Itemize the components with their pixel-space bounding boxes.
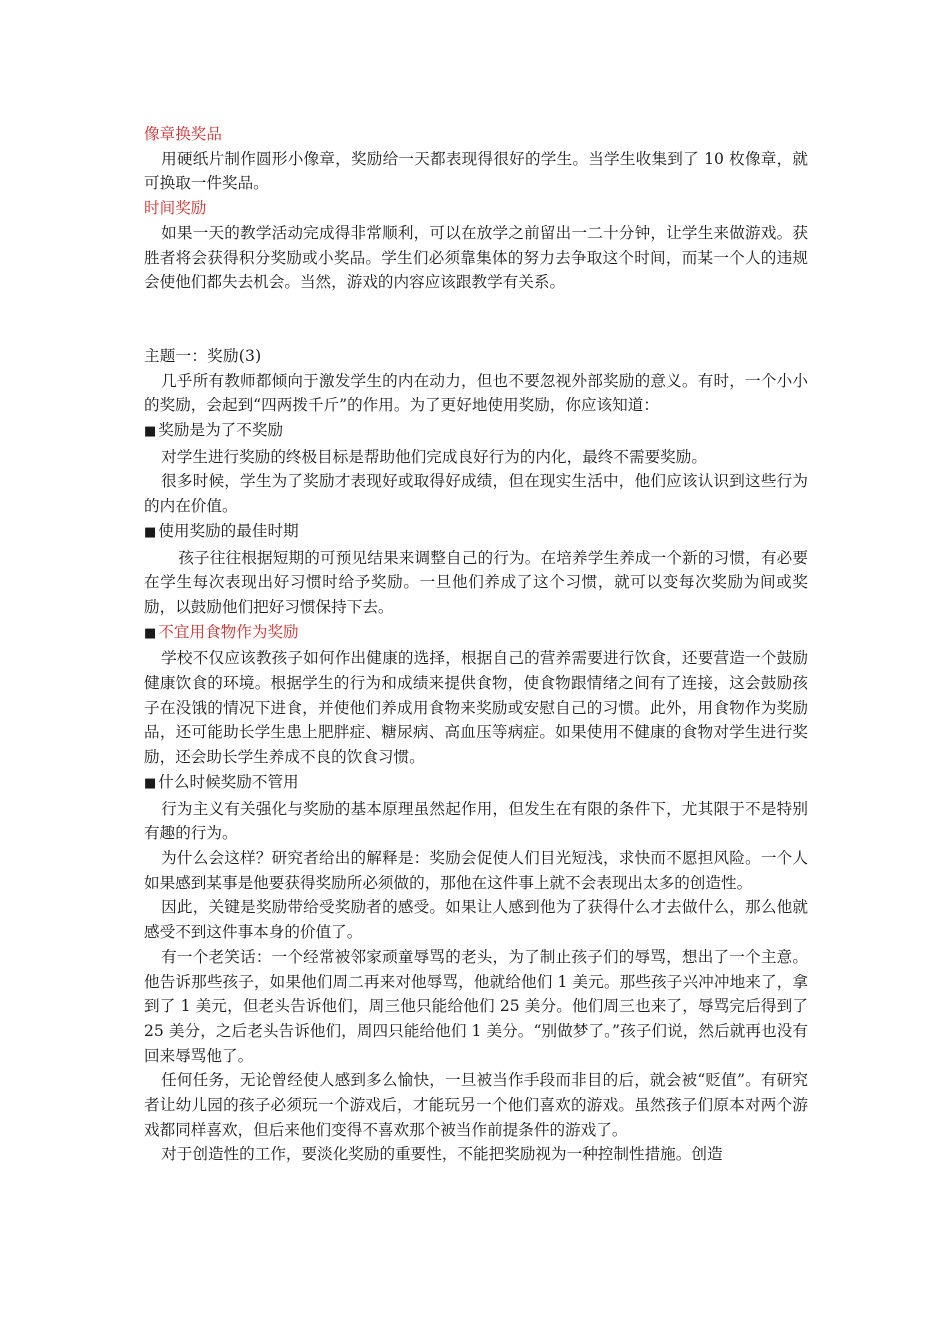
bullet-square-icon: ■ bbox=[144, 524, 157, 540]
point-paragraph: 很多时候，学生为了奖励才表现好或取得好成绩，但在现实生活中，他们应该认识到这些行为的内在价值。 bbox=[144, 472, 808, 516]
section-body-badge-reward: 用硬纸片制作圆形小像章，奖励给一天都表现得很好的学生。当学生收集到了 10 枚像章，就可换取一件奖品。 bbox=[144, 149, 808, 193]
point-paragraph: 对于创造性的工作，要淡化奖励的重要性，不能把奖励视为一种控制性措施。创造 bbox=[161, 1145, 723, 1164]
point-paragraph: 行为主义有关强化与奖励的基本原理虽然起作用，但发生在有限的条件下，尤其限于不是特别有趣的行为。 bbox=[144, 799, 808, 843]
section-heading-time-reward: 时间奖励 bbox=[144, 199, 207, 218]
bullet-square-icon: ■ bbox=[144, 424, 157, 440]
point-paragraph: 因此，关键是奖励带给受奖励者的感受。如果让人感到他为了获得什么才去做什么，那么他就感受不到这件事本身的价值了。 bbox=[144, 898, 808, 942]
point-heading-4 bbox=[144, 770, 808, 797]
point-paragraph: 对学生进行奖励的终极目标是帮助他们完成良好行为的内化，最终不需要奖励。 bbox=[161, 447, 707, 466]
bullet-square-icon: ■ bbox=[144, 775, 157, 791]
spacer bbox=[144, 295, 808, 344]
point-heading-3 bbox=[144, 620, 808, 647]
point-paragraph: 为什么会这样？研究者给出的解释是：奖励会促使人们目光短浅，求快而不愿担风险。一个人如果感到某事是他要获得奖励所必须做的，那他在这件事上就不会表现出太多的创造性。 bbox=[144, 848, 808, 892]
point-heading-1 bbox=[144, 418, 808, 445]
document-page bbox=[144, 122, 808, 1167]
section-heading-badge-reward: 像章换奖品 bbox=[144, 125, 222, 143]
point-paragraph: 有一个老笑话：一个经常被邻家顽童辱骂的老头，为了制止孩子们的辱骂，想出了一个主意。他告诉那些孩子，如果他们周二再来对他辱骂，他就给他们 1 美元。那些孩子兴冲冲地来了，拿到了 1 美元，但老头告诉他们，周三他只能给他们 25 美分。他们周三也来了，辱骂完后得到了 25 美分，之后老头告诉他们，周四只能给他们 1 美分。“别做梦了。”孩子们说，然后就再也没有回来辱骂他了。 bbox=[144, 947, 808, 1065]
bullet-square-icon: ■ bbox=[144, 625, 157, 641]
point-paragraph: 孩子往往根据短期的可预见结果来调整自己的行为。在培养学生养成一个新的习惯，有必要在学生每次表现出好习惯时给予奖励。一旦他们养成了这个习惯，就可以变每次奖励为间或奖励，以鼓励他们把好习惯保持下去。 bbox=[144, 548, 808, 616]
point-paragraph: 任何任务，无论曾经使人感到多么愉快，一旦被当作手段而非目的后，就会被“贬值”。有研究者让幼儿园的孩子必须玩一个游戏后，才能玩另一个他们喜欢的游戏。虽然孩子们原本对两个游戏都同样喜欢，但后来他们变得不喜欢那个被当作前提条件的游戏了。 bbox=[144, 1071, 808, 1139]
point-heading-text: 不宜用食物作为奖励 bbox=[158, 622, 299, 641]
point-heading-text: 什么时候奖励不管用 bbox=[158, 772, 299, 791]
point-heading-text: 使用奖励的最佳时期 bbox=[158, 521, 299, 540]
section-body-time-reward: 如果一天的教学活动完成得非常顺利，可以在放学之前留出一二十分钟，让学生来做游戏。获胜者将会获得积分奖励或小奖品。学生们必须靠集体的努力去争取这个时间，而某一个人的违规会使他们都失去机会。当然，游戏的内容应该跟教学有关系。 bbox=[144, 223, 808, 292]
point-paragraph: 学校不仅应该教孩子如何作出健康的选择，根据自己的营养需要进行饮食，还要营造一个鼓励健康饮食的环境。根据学生的行为和成绩来提供食物，使食物跟情绪之间有了连接，这会鼓励孩子在没饿的情况下进食，并使他们养成用食物来奖励或安慰自己的习惯。此外，用食物作为奖励品，还可能助长学生患上肥胖症、糖尿病、高血压等病症。如果使用不健康的食物对学生进行奖励，还会助长学生养成不良的饮食习惯。 bbox=[144, 649, 808, 767]
point-heading-text: 奖励是为了不奖励 bbox=[158, 421, 284, 440]
point-heading-2 bbox=[144, 519, 808, 546]
theme-title: 主题一：奖励(3) bbox=[144, 346, 262, 365]
theme-intro: 几乎所有教师都倾向于激发学生的内在动力，但也不要忽视外部奖励的意义。有时，一个小小的奖励，会起到“四两拨千斤”的作用。为了更好地使用奖励，你应该知道： bbox=[144, 371, 808, 415]
